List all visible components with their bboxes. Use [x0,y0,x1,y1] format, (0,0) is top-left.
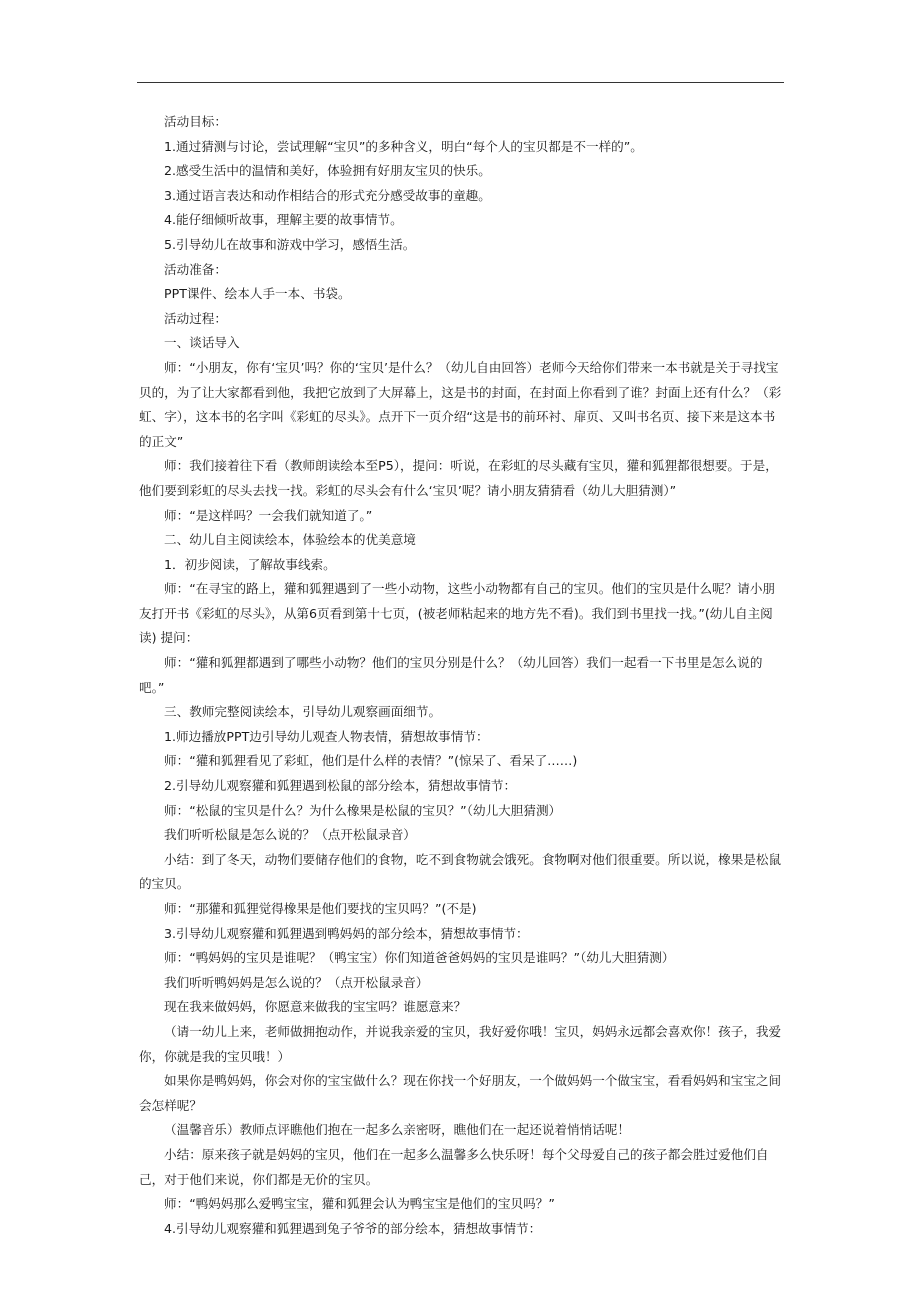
paragraph: 师：“是这样吗？一会我们就知道了。” [164,507,373,523]
section-heading-3: 三、教师完整阅读绘本，引导幼儿观察画面细节。 [164,704,442,720]
paragraph: 现在我来做妈妈，你愿意来做我的宝宝吗？谁愿意来？ [164,999,467,1015]
step-heading: 3.引导幼儿观察獾和狐狸遇到鸭妈妈的部分绘本，猜想故事情节： [164,925,529,941]
header-rule [137,82,784,83]
paragraph: 师：我们接着往下看（教师朗读绘本至P5），提问：听说，在彩虹的尽头藏有宝贝，獾和狐狸都很想要。于是，他们要到彩虹的尽头去找一找。彩虹的尽头会有什么‘宝贝’呢？请小朋友猜猜看（幼儿大胆猜测）” [139,458,778,498]
paragraph: 师：“小朋友，你有‘宝贝’吗？你的‘宝贝’是什么？（幼儿自由回答）老师今天给你们带来一本书就是关于寻找宝贝的，为了让大家都看到他，我把它放到了大屏幕上，这是书的封面，在封面上你看到了谁？封面上还有什么？（彩虹、字），这本书的名字叫《彩虹的尽头》。点开下一页介绍“这是书的前环衬、扉页、又叫书名页、接下来是这本书的正文” [139,359,782,449]
goal-item-3: 3.通过语言表达和动作相结合的形式充分感受故事的童趣。 [164,187,491,203]
goal-item-4: 4.能仔细倾听故事，理解主要的故事情节。 [164,212,403,228]
goal-item-1: 1.通过猜测与讨论，尝试理解“宝贝”的多种含义，明白“每个人的宝贝都是不一样的”。 [164,138,643,154]
preparation-text: PPT课件、绘本人手一本、书袋。 [164,286,351,302]
step-heading: 1.师边播放PPT边引导幼儿观查人物表情，猜想故事情节： [164,728,489,744]
step-heading: 4.引导幼儿观察獾和狐狸遇到兔子爷爷的部分绘本，猜想故事情节： [164,1220,542,1236]
paragraph: 师：“鸭妈妈那么爱鸭宝宝，獾和狐狸会认为鸭宝宝是他们的宝贝吗？” [164,1196,555,1212]
paragraph: 师：“松鼠的宝贝是什么？为什么橡果是松鼠的宝贝？”（幼儿大胆猜测） [164,802,562,818]
paragraph: 我们听听松鼠是怎么说的？（点开松鼠录音） [164,827,416,843]
step-heading: 1．初步阅读，了解故事线索。 [164,556,336,572]
goal-item-5: 5.引导幼儿在故事和游戏中学习，感悟生活。 [164,236,416,252]
goal-item-2: 2.感受生活中的温情和美好，体验拥有好朋友宝贝的快乐。 [164,163,491,179]
paragraph: 师：“在寻宝的路上，獾和狐狸遇到了一些小动物，这些小动物都有自己的宝贝。他们的宝贝是什么呢？请小朋友打开书《彩虹的尽头》，从第6页看到第十七页，(被老师粘起来的地方先不看)。我们到书里找一找。”(幼儿自主阅读) 提问： [139,581,776,646]
section-heading-2: 二、幼儿自主阅读绘本，体验绘本的优美意境 [164,532,416,548]
paragraph: 师：“那獾和狐狸觉得橡果是他们要找的宝贝吗？”(不是) [164,901,477,916]
heading-goals: 活动目标： [164,114,227,129]
heading-preparation: 活动准备： [164,261,227,277]
summary: 小结：到了冬天，动物们要储存他们的食物，吃不到食物就会饿死。食物啊对他们很重要。所以说，橡果是松鼠的宝贝。 [139,851,782,892]
paragraph: 如果你是鸭妈妈，你会对你的宝宝做什么？现在你找一个好朋友，一个做妈妈一个做宝宝，看看妈妈和宝宝之间会怎样呢？ [139,1073,782,1113]
paragraph: 师：“鸭妈妈的宝贝是谁呢？（鸭宝宝）你们知道爸爸妈妈的宝贝是谁吗？”（幼儿大胆猜测） [164,950,675,966]
paragraph: （温馨音乐）教师点评瞧他们抱在一起多么亲密呀，瞧他们在一起还说着悄悄话呢！ [164,1122,630,1138]
paragraph: （请一幼儿上来，老师做拥抱动作，并说我亲爱的宝贝，我好爱你哦！宝贝，妈妈永远都会喜欢你！孩子，我爱你，你就是我的宝贝哦！） [139,1023,782,1064]
paragraph: 师：“獾和狐狸都遇到了哪些小动物？他们的宝贝分别是什么？（幼儿回答）我们一起看一下书里是怎么说的吧。” [139,655,763,695]
section-heading-1: 一、谈话导入 [164,335,240,351]
summary: 小结：原来孩子就是妈妈的宝贝，他们在一起多么温馨多么快乐呀！每个父母爱自己的孩子都会胜过爱他们自己，对于他们来说，你们都是无价的宝贝。 [139,1146,769,1187]
document-body [139,110,784,1241]
heading-process: 活动过程： [164,310,227,326]
step-heading: 2.引导幼儿观察獾和狐狸遇到松鼠的部分绘本，猜想故事情节： [164,778,517,794]
paragraph: 我们听听鸭妈妈是怎么说的？（点开松鼠录音） [164,974,429,990]
paragraph: 师：“獾和狐狸看见了彩虹，他们是什么样的表情？”(惊呆了、看呆了……) [164,753,578,769]
